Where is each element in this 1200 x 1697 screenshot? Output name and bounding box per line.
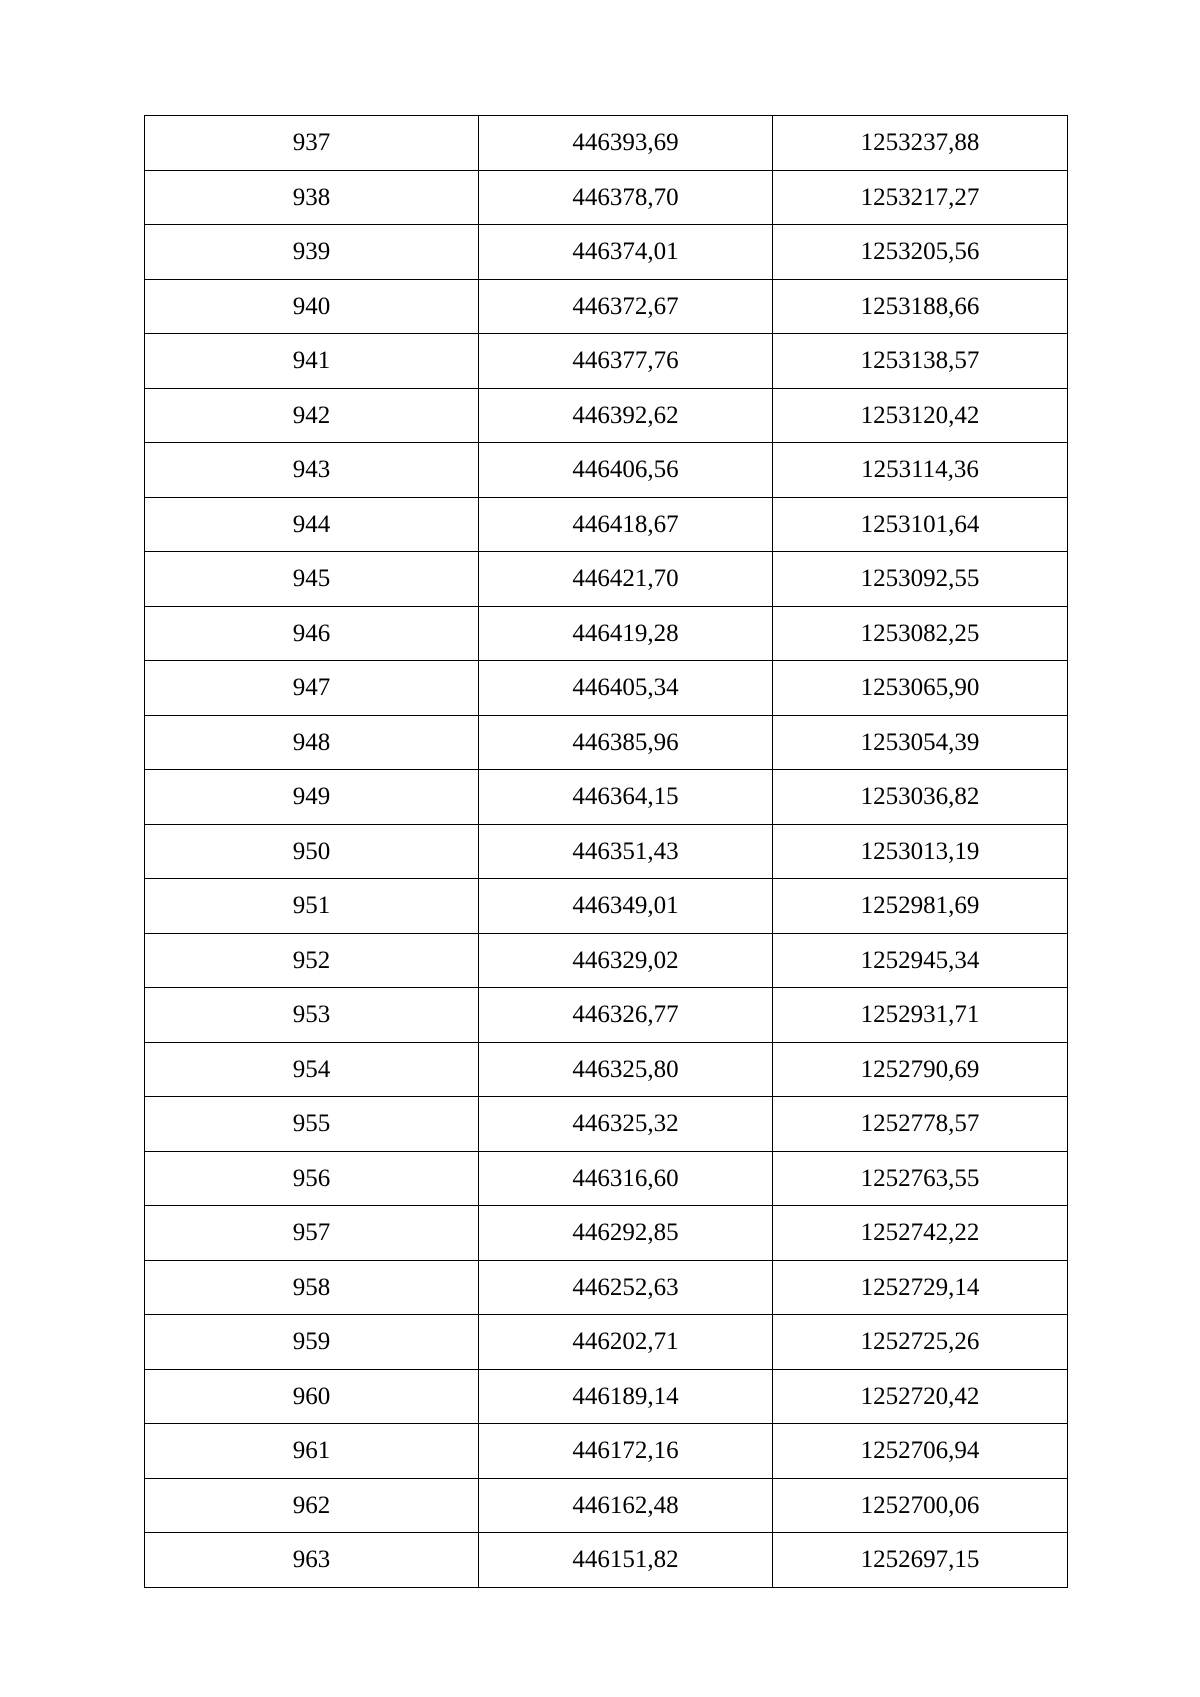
point-number-cell: 956 (145, 1151, 479, 1206)
x-coordinate-cell: 446349,01 (479, 879, 773, 934)
x-coordinate-cell: 446405,34 (479, 661, 773, 716)
table-row (145, 170, 1068, 225)
point-number-cell: 943 (145, 443, 479, 498)
point-number-cell: 940 (145, 279, 479, 334)
point-number-cell: 960 (145, 1369, 479, 1424)
y-coordinate-cell: 1253101,64 (773, 497, 1068, 552)
x-coordinate-cell: 446364,15 (479, 770, 773, 825)
x-coordinate-cell: 446325,80 (479, 1042, 773, 1097)
x-coordinate-cell: 446378,70 (479, 170, 773, 225)
table-row (145, 1206, 1068, 1261)
x-coordinate-cell: 446351,43 (479, 824, 773, 879)
point-number-cell: 958 (145, 1260, 479, 1315)
point-number-cell: 963 (145, 1533, 479, 1588)
y-coordinate-cell: 1253054,39 (773, 715, 1068, 770)
x-coordinate-cell: 446316,60 (479, 1151, 773, 1206)
x-coordinate-cell: 446372,67 (479, 279, 773, 334)
y-coordinate-cell: 1252742,22 (773, 1206, 1068, 1261)
table-row (145, 933, 1068, 988)
x-coordinate-cell: 446162,48 (479, 1478, 773, 1533)
table-row (145, 879, 1068, 934)
table-row (145, 606, 1068, 661)
x-coordinate-cell: 446406,56 (479, 443, 773, 498)
point-number-cell: 945 (145, 552, 479, 607)
table-row (145, 1369, 1068, 1424)
y-coordinate-cell: 1253036,82 (773, 770, 1068, 825)
point-number-cell: 954 (145, 1042, 479, 1097)
table-row (145, 334, 1068, 389)
y-coordinate-cell: 1252697,15 (773, 1533, 1068, 1588)
y-coordinate-cell: 1252700,06 (773, 1478, 1068, 1533)
y-coordinate-cell: 1252790,69 (773, 1042, 1068, 1097)
table-row (145, 824, 1068, 879)
table-row (145, 279, 1068, 334)
x-coordinate-cell: 446393,69 (479, 116, 773, 171)
x-coordinate-cell: 446418,67 (479, 497, 773, 552)
y-coordinate-cell: 1253114,36 (773, 443, 1068, 498)
y-coordinate-cell: 1252945,34 (773, 933, 1068, 988)
table-row (145, 225, 1068, 280)
table-row (145, 443, 1068, 498)
point-number-cell: 939 (145, 225, 479, 280)
point-number-cell: 959 (145, 1315, 479, 1370)
table-row (145, 388, 1068, 443)
x-coordinate-cell: 446329,02 (479, 933, 773, 988)
point-number-cell: 953 (145, 988, 479, 1043)
y-coordinate-cell: 1253120,42 (773, 388, 1068, 443)
y-coordinate-cell: 1253188,66 (773, 279, 1068, 334)
table-row (145, 1533, 1068, 1588)
coordinates-table (144, 115, 1068, 1588)
x-coordinate-cell: 446151,82 (479, 1533, 773, 1588)
table-row (145, 715, 1068, 770)
x-coordinate-cell: 446202,71 (479, 1315, 773, 1370)
point-number-cell: 942 (145, 388, 479, 443)
y-coordinate-cell: 1253237,88 (773, 116, 1068, 171)
x-coordinate-cell: 446377,76 (479, 334, 773, 389)
y-coordinate-cell: 1253205,56 (773, 225, 1068, 280)
table-row (145, 1151, 1068, 1206)
x-coordinate-cell: 446292,85 (479, 1206, 773, 1261)
x-coordinate-cell: 446385,96 (479, 715, 773, 770)
point-number-cell: 950 (145, 824, 479, 879)
x-coordinate-cell: 446419,28 (479, 606, 773, 661)
y-coordinate-cell: 1253092,55 (773, 552, 1068, 607)
table-row (145, 1478, 1068, 1533)
x-coordinate-cell: 446374,01 (479, 225, 773, 280)
table-row (145, 1097, 1068, 1152)
table-row (145, 116, 1068, 171)
y-coordinate-cell: 1252931,71 (773, 988, 1068, 1043)
coordinates-table-body (145, 116, 1068, 1588)
x-coordinate-cell: 446326,77 (479, 988, 773, 1043)
table-row (145, 770, 1068, 825)
x-coordinate-cell: 446421,70 (479, 552, 773, 607)
point-number-cell: 944 (145, 497, 479, 552)
point-number-cell: 948 (145, 715, 479, 770)
y-coordinate-cell: 1252763,55 (773, 1151, 1068, 1206)
table-row (145, 497, 1068, 552)
point-number-cell: 961 (145, 1424, 479, 1479)
table-row (145, 1315, 1068, 1370)
table-row (145, 1424, 1068, 1479)
point-number-cell: 947 (145, 661, 479, 716)
y-coordinate-cell: 1252725,26 (773, 1315, 1068, 1370)
point-number-cell: 949 (145, 770, 479, 825)
y-coordinate-cell: 1253013,19 (773, 824, 1068, 879)
y-coordinate-cell: 1253217,27 (773, 170, 1068, 225)
point-number-cell: 951 (145, 879, 479, 934)
table-row (145, 661, 1068, 716)
table-row (145, 1042, 1068, 1097)
point-number-cell: 955 (145, 1097, 479, 1152)
y-coordinate-cell: 1253082,25 (773, 606, 1068, 661)
point-number-cell: 937 (145, 116, 479, 171)
x-coordinate-cell: 446189,14 (479, 1369, 773, 1424)
point-number-cell: 938 (145, 170, 479, 225)
point-number-cell: 952 (145, 933, 479, 988)
x-coordinate-cell: 446252,63 (479, 1260, 773, 1315)
x-coordinate-cell: 446172,16 (479, 1424, 773, 1479)
y-coordinate-cell: 1252729,14 (773, 1260, 1068, 1315)
point-number-cell: 962 (145, 1478, 479, 1533)
table-row (145, 1260, 1068, 1315)
y-coordinate-cell: 1252778,57 (773, 1097, 1068, 1152)
point-number-cell: 946 (145, 606, 479, 661)
y-coordinate-cell: 1253065,90 (773, 661, 1068, 716)
point-number-cell: 941 (145, 334, 479, 389)
x-coordinate-cell: 446325,32 (479, 1097, 773, 1152)
table-row (145, 988, 1068, 1043)
y-coordinate-cell: 1252706,94 (773, 1424, 1068, 1479)
point-number-cell: 957 (145, 1206, 479, 1261)
y-coordinate-cell: 1252720,42 (773, 1369, 1068, 1424)
y-coordinate-cell: 1252981,69 (773, 879, 1068, 934)
x-coordinate-cell: 446392,62 (479, 388, 773, 443)
y-coordinate-cell: 1253138,57 (773, 334, 1068, 389)
table-row (145, 552, 1068, 607)
